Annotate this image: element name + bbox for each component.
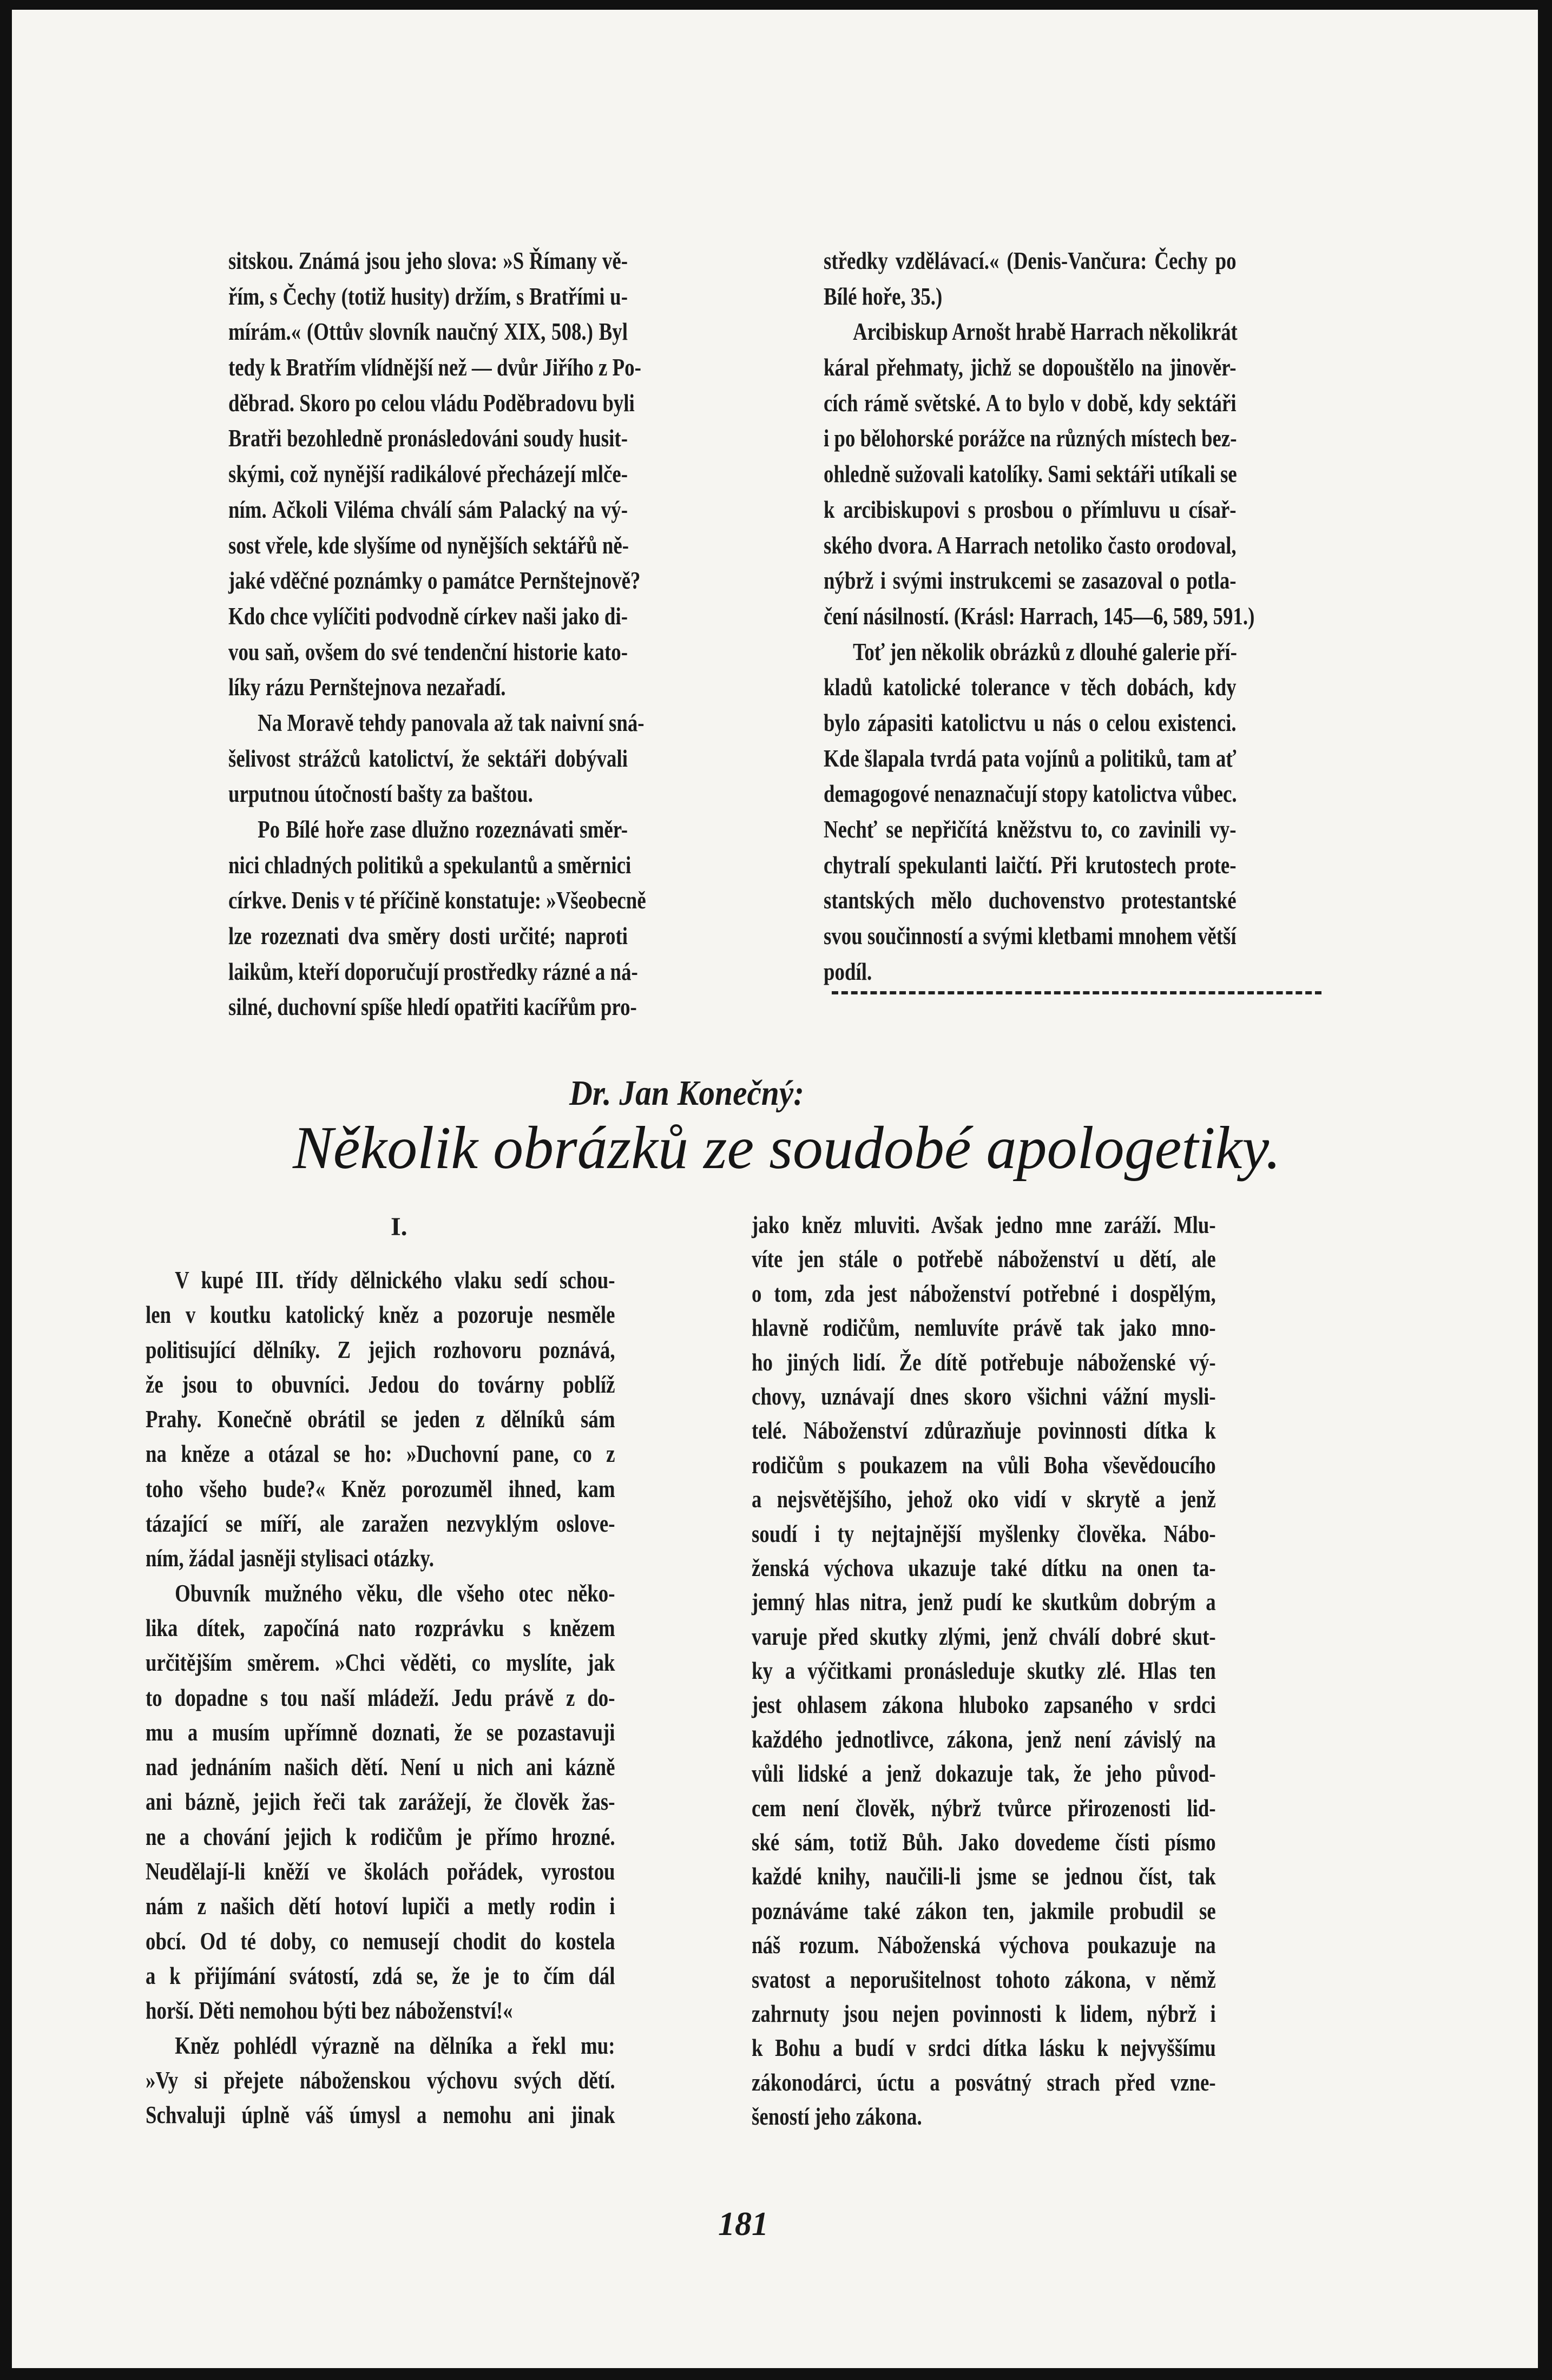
paragraph: [824, 638, 1327, 993]
text-line: Obuvník mužného věku, dle všeho otec něko-: [175, 1579, 615, 1607]
text-line: jako kněz mluviti. Avšak jedno mne zaráží. Mlu-: [752, 1211, 1216, 1238]
paragraph: [146, 1579, 718, 2032]
text-line: horší. Děti nemohou býti bez náboženství!«: [146, 1997, 513, 2025]
text-line: to dopadne s tou naší mládeží. Jedu právě z do-: [146, 1684, 615, 1711]
text-line: čení násilností. (Krásl: Harrach, 145—6, 589, 591.): [824, 602, 1255, 630]
text-line: urputnou útočností bašty za baštou.: [228, 780, 533, 808]
text-line: ženská výchova ukazuje také dítku na onen ta-: [752, 1554, 1216, 1581]
text-line: bylo zápasiti katolictvu u nás o celou existenci.: [824, 709, 1237, 736]
paragraph: [824, 247, 1327, 318]
text-line: tedy k Bratřím vlídnější než — dvůr Jiřího z Po-: [228, 354, 641, 381]
text-line: laikům, kteří doporučují prostředky rázné a ná-: [228, 958, 638, 985]
text-line: podíl.: [824, 958, 872, 985]
column-lower-right: [752, 1211, 1318, 2137]
paragraph: [146, 2032, 718, 2136]
text-line: Nechť se nepřičítá kněžstvu to, co zavinili vy-: [824, 816, 1237, 843]
section-divider: [832, 991, 1321, 994]
article-title: Několik obrázků ze soudobé apologetiky.: [293, 1115, 1281, 1182]
text-line: určitějším směrem. »Chci věděti, co myslíte, jak: [146, 1649, 615, 1677]
text-line: zákonodárci, úctu a posvátný strach před vzne-: [752, 2068, 1216, 2096]
text-line: ním, žádal jasněji stylisaci otázky.: [146, 1545, 434, 1572]
text-line: vůli lidské a jenž dokazuje tak, že jeho původ-: [752, 1760, 1216, 1788]
text-line: Bratři bezohledně pronásledováni soudy husit-: [228, 425, 628, 452]
text-line: toho všeho bude?« Kněz porozuměl ihned, kam: [146, 1475, 615, 1502]
text-line: »Vy si přejete náboženskou výchovu svých dětí.: [146, 2066, 615, 2094]
text-line: o tom, zda jest náboženství potřebné i dospělým,: [752, 1280, 1216, 1307]
column-upper-left: [228, 247, 715, 1029]
text-line: k arcibiskupovi s prosbou o přímluvu u císař-: [824, 496, 1237, 523]
text-line: nám z našich dětí hotoví lupiči a metly rodin i: [146, 1893, 615, 1920]
text-line: že jsou to obuvníci. Jedou do továrny poblíž: [146, 1370, 615, 1398]
text-line: lze rozeznati dva směry dosti určité; naproti: [228, 922, 628, 950]
text-line: děbrad. Skoro po celou vládu Poděbradovu byli: [228, 389, 635, 417]
text-line: sitskou. Známá jsou jeho slova: »S Římany vě-: [228, 247, 628, 274]
text-line: ním. Ačkoli Viléma chválí sám Palacký na vý-: [228, 496, 628, 523]
text-line: soudí i ty nejtajnější myšlenky člověka. Nábo-: [752, 1520, 1216, 1547]
text-line: rodičům s poukazem na vůli Boha vševědoucího: [752, 1451, 1216, 1479]
text-line: Bílé hoře, 35.): [824, 282, 943, 310]
text-line: nad jednáním našich dětí. Není u nich ani kázně: [146, 1753, 615, 1781]
text-line: tázající se míří, ale zaražen nezvyklým oslove-: [146, 1510, 615, 1538]
text-line: mírám.« (Ottův slovník naučný XIX, 508.) Byl: [228, 318, 628, 346]
text-line: líky rázu Pernštejnova nezařadí.: [228, 674, 506, 701]
text-line: jemný hlas nitra, jenž pudí ke skutkům dobrým a: [752, 1588, 1216, 1616]
text-line: len v koutku katolický kněz a pozoruje nesměle: [146, 1301, 615, 1329]
text-line: k Bohu a budí v srdci dítka lásku k nejvyššímu: [752, 2034, 1216, 2062]
text-line: kladů katolické tolerance v těch dobách, kdy: [824, 674, 1237, 701]
text-line: na kněze a otázal se ho: »Duchovní pane, co z: [146, 1440, 615, 1468]
text-line: ne a chování jejich k rodičům je přímo hrozné.: [146, 1823, 615, 1850]
text-line: Prahy. Konečně obrátil se jeden z dělníků sám: [146, 1406, 615, 1433]
page-number: 181: [718, 2206, 768, 2243]
text-line: obcí. Od té doby, co nemusejí chodit do kostela: [146, 1927, 615, 1955]
text-line: šeností jeho zákona.: [752, 2103, 922, 2131]
text-line: Neudělají-li kněží ve školách pořádek, vyrostou: [146, 1858, 615, 1885]
text-line: i po bělohorské porážce na různých místech bez-: [824, 425, 1237, 452]
text-line: a nejsvětějšího, jehož oko vidí v skrytě a jenž: [752, 1486, 1216, 1513]
paragraph: [824, 318, 1327, 637]
text-line: hlavně rodičům, nemluvíte právě tak jako mno-: [752, 1314, 1216, 1342]
section-number: I.: [391, 1212, 407, 1241]
text-line: ohledně sužovali katolíky. Sami sektáři utíkali se: [824, 460, 1237, 488]
text-line: mu a musím upřímně doznati, že se pozastavuji: [146, 1718, 615, 1746]
text-line: náš rozum. Náboženská výchova poukazuje na: [752, 1931, 1216, 1959]
text-line: víte jen stále o potřebě náboženství u dětí, ale: [752, 1245, 1216, 1273]
text-line: cích rámě světské. A to bylo v době, kdy sektáři: [824, 389, 1237, 417]
text-line: ky a výčitkami pronásleduje skutky zlé. Hlas ten: [752, 1657, 1216, 1685]
page: [12, 10, 1538, 2368]
text-line: chovy, uznávají dnes skoro všichni vážní mysli-: [752, 1382, 1216, 1410]
text-line: politisující dělníky. Z jejich rozhovoru poznává,: [146, 1336, 615, 1363]
paragraph: [228, 815, 715, 1029]
text-line: silné, duchovní spíše hledí opatřiti kacířům pro-: [228, 993, 637, 1021]
text-line: jaké vděčné poznámky o památce Pernštejnově?: [228, 567, 641, 595]
text-line: Kde šlapala tvrdá pata vojínů a politiků, tam ať: [824, 744, 1237, 772]
text-line: Po Bílé hoře zase dlužno rozeznávati směr-: [258, 816, 628, 843]
text-line: šelivost strážců katolictví, že sektáři dobývali: [228, 744, 628, 772]
text-line: církve. Denis v té příčině konstatuje: »Všeobecně: [228, 887, 646, 914]
text-line: každého jednotlivce, zákona, jenž není závislý na: [752, 1725, 1216, 1753]
text-line: lika dítek, započíná nato rozprávku s knězem: [146, 1614, 615, 1641]
text-line: ského dvora. A Harrach netoliko často orodoval,: [824, 531, 1237, 559]
text-line: cem není člověk, nýbrž tvůrce přirozenosti lid-: [752, 1794, 1216, 1822]
text-line: varuje před skutky zlými, jenž chválí dobré skut-: [752, 1623, 1216, 1650]
text-line: Arcibiskup Arnošt hrabě Harrach několikrát: [853, 318, 1238, 346]
text-line: V kupé III. třídy dělnického vlaku sedí schou-: [175, 1267, 615, 1294]
text-line: zahrnuty jsou nejen povinnosti k lidem, nýbrž i: [752, 2000, 1216, 2027]
text-line: svatost a neporušitelnost tohoto zákona, v němž: [752, 1966, 1216, 1993]
text-line: káral přehmaty, jichž se dopouštělo na jinověr-: [824, 354, 1237, 381]
text-line: a k přijímání svátostí, zdá se, že je to čím dál: [146, 1962, 615, 1989]
text-line: nici chladných politiků a spekulantů a směrnici: [228, 851, 632, 879]
text-line: nýbrž i svými instrukcemi se zasazoval o potla-: [824, 567, 1237, 595]
column-lower-left: [146, 1266, 718, 2135]
text-line: skými, což nynější radikálové přecházejí mlče-: [228, 460, 628, 488]
text-line: chytralí spekulanti laičtí. Při krutostech prote-: [824, 851, 1237, 879]
text-line: ské sám, totiž Bůh. Jako dovedeme čísti písmo: [752, 1829, 1216, 1856]
text-line: Kněz pohlédl výrazně na dělníka a řekl mu:: [175, 2032, 615, 2059]
paragraph: [752, 1211, 1318, 2137]
article-author: Dr. Jan Konečný:: [569, 1073, 804, 1113]
text-line: telé. Náboženství zdůrazňuje povinnosti dítka k: [752, 1417, 1216, 1445]
text-line: poznáváme také zákon ten, jakmile probudil se: [752, 1897, 1216, 1924]
text-line: sost vřele, kde slyšíme od nynějších sektářů ně-: [228, 531, 629, 559]
text-line: demagogové nenaznačují stopy katolictva vůbec.: [824, 780, 1237, 808]
text-line: středky vzdělávací.« (Denis-Vančura: Čechy po: [824, 247, 1237, 274]
paragraph: [146, 1266, 718, 1579]
text-line: ani bázně, jejich řeči tak zarážejí, že člověk žas-: [146, 1788, 615, 1816]
text-line: Kdo chce vylíčiti podvodně církev naši jako di-: [228, 602, 628, 630]
text-line: Toť jen několik obrázků z dlouhé galerie pří-: [853, 638, 1237, 665]
paragraph: [228, 709, 715, 815]
text-line: jest ohlasem zákona hluboko zapsaného v srdci: [752, 1691, 1216, 1719]
text-line: Schvaluji úplně váš úmysl a nemohu ani jinak: [146, 2101, 615, 2129]
column-upper-right: [824, 247, 1327, 993]
text-line: řím, s Čechy (totiž husity) držím, s Bratřími u-: [228, 282, 628, 310]
text-line: svou součinností a svými kletbami mnohem větší: [824, 922, 1237, 950]
text-line: ho jiných lidí. Že dítě potřebuje náboženské vý-: [752, 1348, 1216, 1376]
text-line: stantských mělo duchovenstvo protestantské: [824, 887, 1237, 914]
text-line: Na Moravě tehdy panovala až tak naivní sná-: [258, 709, 645, 736]
paragraph: [228, 247, 715, 709]
text-line: každé knihy, naučili-li jsme se jednou číst, tak: [752, 1863, 1216, 1890]
text-line: vou saň, ovšem do své tendenční historie kato-: [228, 638, 628, 665]
